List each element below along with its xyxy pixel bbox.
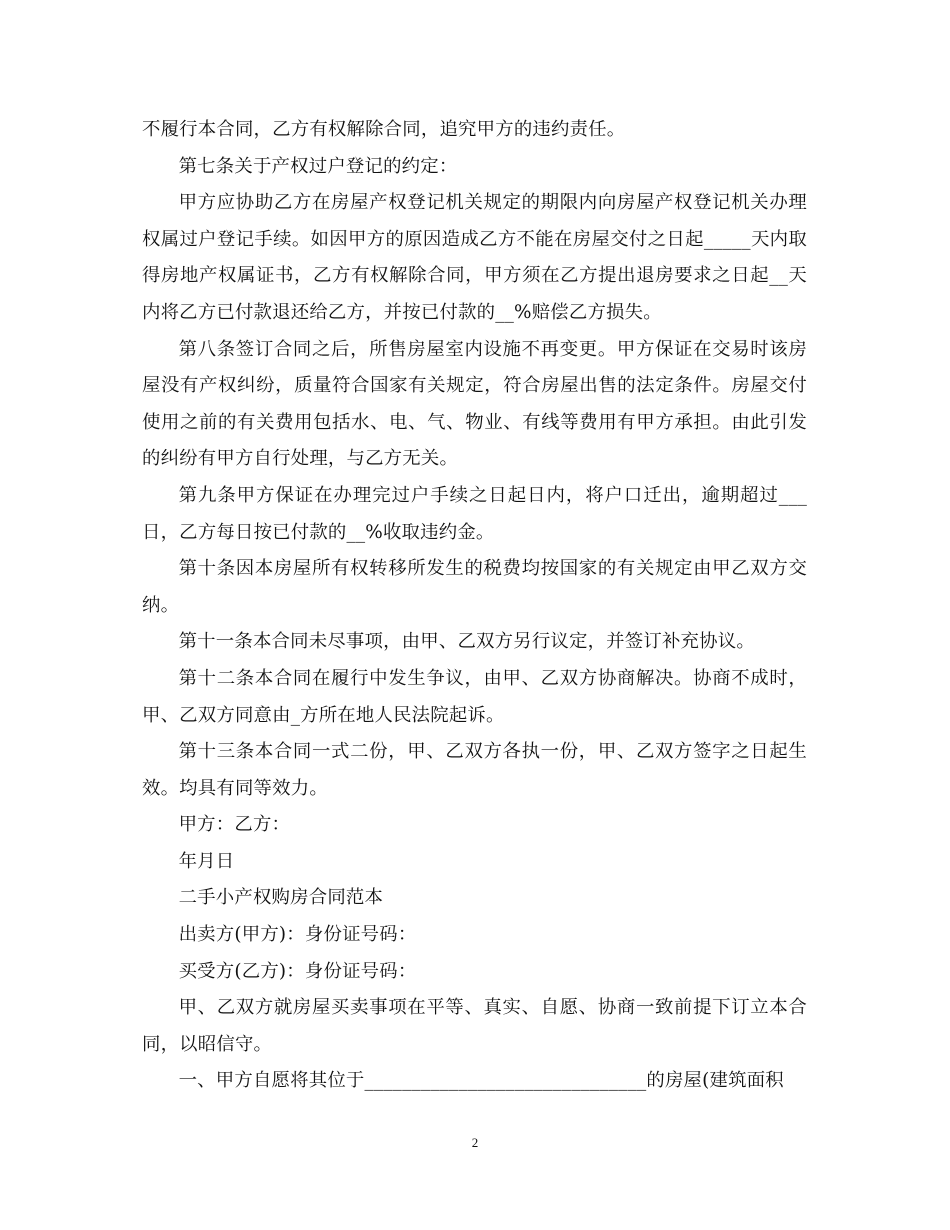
paragraph-preamble: 甲、乙双方就房屋买卖事项在平等、真实、自愿、协商一致前提下订立本合同，以昭信守。 bbox=[142, 997, 807, 1055]
buyer-line: 买受方(乙方)：身份证号码： bbox=[178, 960, 417, 982]
paragraph-2: 第七条关于产权过户登记的约定： bbox=[178, 155, 458, 177]
section-title: 二手小产权购房合同范本 bbox=[178, 887, 384, 909]
paragraph-5: 第九条甲方保证在办理完过户手续之日起日内，将户口迁出，逾期超过___日，乙方每日按已付款的__%收取违约金。 bbox=[142, 484, 807, 543]
paragraph-6: 第十条因本房屋所有权转移所发生的税费均按国家的有关规定由甲乙双方交纳。 bbox=[142, 558, 807, 616]
paragraph-clause-1: 一、甲方自愿将其位于______________________________的房屋(建筑面积 bbox=[178, 1070, 784, 1092]
date-line: 年月日 bbox=[178, 850, 235, 872]
paragraph-3: 甲方应协助乙方在房屋产权登记机关规定的期限内向房屋产权登记机关办理权属过户登记手续。如因甲方的原因造成乙方不能在房屋交付之日起_____天内取得房地产权属证书，乙方有权解除合同，甲方须在乙方提出退房要求之日起__天内将乙方已付款退还给乙方，并按已付款的__%赔偿乙方损失。 bbox=[142, 192, 807, 323]
paragraph-4: 第八条签订合同之后，所售房屋室内设施不再变更。甲方保证在交易时该房屋没有产权纠纷，质量符合国家有关规定，符合房屋出售的法定条件。房屋交付使用之前的有关费用包括水、电、气、物业、有线等费用有甲方承担。由此引发的纠纷有甲方自行处理，与乙方无关。 bbox=[142, 338, 807, 470]
paragraph-7: 第十一条本合同未尽事项，由甲、乙双方另行议定，并签订补充协议。 bbox=[178, 631, 755, 653]
seller-line: 出卖方(甲方)：身份证号码： bbox=[178, 924, 417, 946]
paragraph-9: 第十三条本合同一式二份，甲、乙双方各执一份，甲、乙双方签字之日起生效。均具有同等效力。 bbox=[142, 741, 807, 799]
document-body bbox=[142, 112, 807, 1100]
paragraph-8: 第十二条本合同在履行中发生争议，由甲、乙双方协商解决。协商不成时，甲、乙双方同意由_方所在地人民法院起诉。 bbox=[142, 667, 807, 726]
page-number: 2 bbox=[471, 1135, 479, 1150]
signature-line: 甲方：乙方： bbox=[178, 814, 291, 836]
paragraph-1: 不履行本合同，乙方有权解除合同，追究甲方的违约责任。 bbox=[142, 119, 626, 140]
